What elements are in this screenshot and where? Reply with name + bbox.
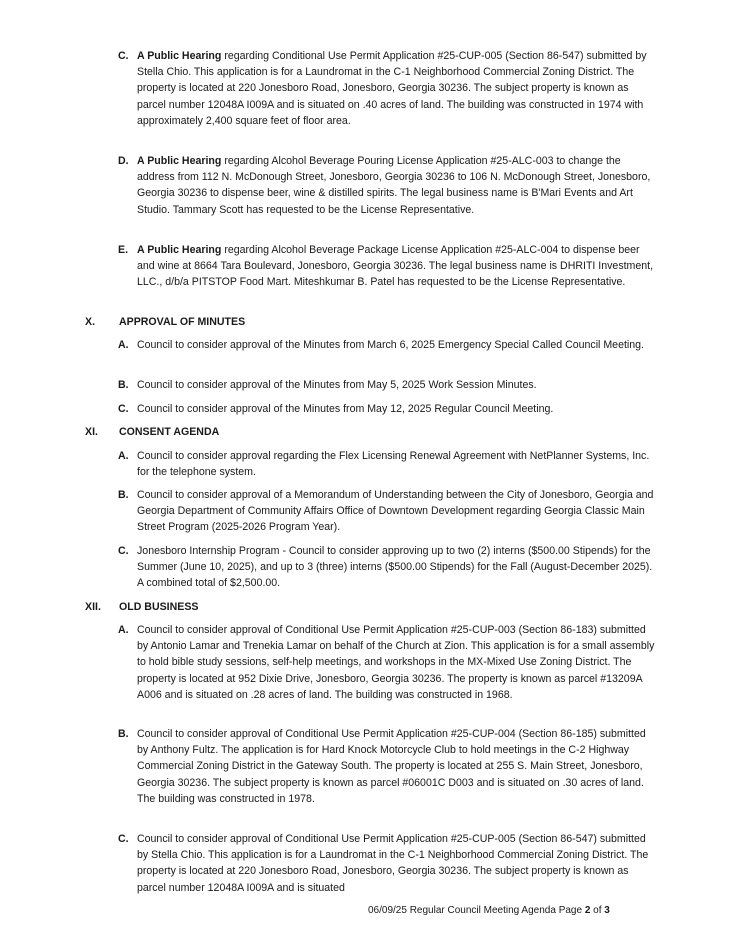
agenda-item-old-business-c (118, 831, 658, 896)
item-text: Council to consider approval of a Memorandum of Understanding between the City of Jonesboro, Georgia and Georgia Department of Community Affairs Office of Downtown Development regarding Georgia Classic Main Street Program (2025-2026 Program Year). (137, 489, 654, 534)
item-letter: A. (118, 339, 129, 351)
item-text: Council to consider approval of the Minutes from May 5, 2025 Work Session Minutes. (137, 379, 537, 391)
item-letter: B. (118, 379, 129, 391)
page-footer (368, 905, 610, 916)
agenda-item-consent-c (118, 543, 658, 592)
item-letter: D. (118, 155, 129, 167)
item-text: Council to consider approval of the Minutes from March 6, 2025 Emergency Special Called Council Meeting. (137, 339, 644, 351)
page-number: 2 (584, 905, 591, 916)
section-number: XII. (85, 601, 101, 613)
item-letter: C. (118, 833, 129, 845)
item-text: Jonesboro Internship Program - Council to consider approving up to two (2) interns ($500.00 Stipends) for the Summer (June 10, 2025), and up to 3 (three) interns ($500.00 Stipends) for the Fall (August-December 2025). A combined total of $2,500.00. (137, 545, 653, 590)
agenda-item-minutes-a (118, 337, 658, 353)
agenda-item-consent-b (118, 487, 658, 536)
footer-of: of (590, 905, 605, 916)
section-title: OLD BUSINESS (119, 601, 199, 613)
item-bold-lead: A Public Hearing (137, 155, 222, 167)
agenda-item-minutes-c (118, 401, 658, 417)
item-letter: E. (118, 244, 129, 256)
agenda-item-public-hearing-d (118, 153, 658, 218)
item-text: Council to consider approval of Conditional Use Permit Application #25-CUP-005 (Section 86-547) submitted by Stella Chio. This application is for a Laundromat in the C-1 Neighborhood Commercial Zoning District. The property is located at 220 Jonesboro Road, Jonesboro, Georgia 30236. The subject property is known as parcel number 12048A I009A and is situated (137, 833, 649, 894)
agenda-item-public-hearing-c (118, 48, 658, 129)
agenda-item-public-hearing-e (118, 242, 658, 291)
item-letter: B. (118, 489, 129, 501)
footer-label: 06/09/25 Regular Council Meeting Agenda Page (368, 905, 585, 916)
item-letter: A. (118, 450, 129, 462)
item-bold-lead: A Public Hearing (137, 244, 222, 256)
item-text: Council to consider approval of the Minutes from May 12, 2025 Regular Council Meeting. (137, 403, 554, 415)
item-bold-lead: A Public Hearing (137, 50, 222, 62)
item-text: regarding Conditional Use Permit Application #25-CUP-005 (Section 86-547) submitted by Stella Chio. This application is for a Laundromat in the C-1 Neighborhood Commercial Zoning District. The property is located at 220 Jonesboro Road, Jonesboro, Georgia 30236. The subject property is known as parcel number 12048A I009A and is situated on .40 acres of land. The building was constructed in 1974 with approximately 2,400 square feet of floor area. (137, 50, 647, 127)
item-text: regarding Alcohol Beverage Package License Application #25-ALC-004 to dispense beer and wine at 8664 Tara Boulevard, Jonesboro, Georgia 30236. The legal business name is DHRITI Investment, LLC., d/b/a PITSTOP Food Mart. Miteshkumar B. Patel has requested to be the License Representative. (137, 244, 654, 289)
section-number: X. (85, 316, 96, 328)
item-text: regarding Alcohol Beverage Pouring License Application #25-ALC-003 to change the address from 112 N. McDonough Street, Jonesboro, Georgia 30236 to 106 N. McDonough Street, Jonesboro, Georgia 30236 to dispense beer, wine & distilled spirits. The legal business name is B'Mari Events and Art Studio. Tammary Scott has requested to be the License Representative. (137, 155, 651, 216)
agenda-item-old-business-a (118, 622, 658, 703)
agenda-item-old-business-b (118, 726, 658, 807)
item-text: Council to consider approval regarding the Flex Licensing Renewal Agreement with NetPlanner Systems, Inc. for the telephone system. (137, 450, 650, 479)
item-letter: C. (118, 545, 129, 557)
section-title: CONSENT AGENDA (119, 426, 220, 438)
item-text: Council to consider approval of Conditional Use Permit Application #25-CUP-003 (Section 86-183) submitted by Antonio Lamar and Trenekia Lamar on behalf of the Church at Zion. This application is for a small assembly to hold bible study sessions, self-help meetings, and workshops in the MX-Mixed Use Zoning District. The property is located at 952 Dixie Drive, Jonesboro, Georgia 30236. The property is known as parcel #13209A A006 and is situated on .28 acres of land. The building was constructed in 1968. (137, 624, 655, 701)
item-letter: C. (118, 403, 129, 415)
item-letter: C. (118, 50, 129, 62)
item-letter: A. (118, 624, 129, 636)
agenda-item-consent-a (118, 448, 658, 480)
agenda-item-minutes-b (118, 377, 658, 393)
item-letter: B. (118, 728, 129, 740)
item-text: Council to consider approval of Conditional Use Permit Application #25-CUP-004 (Section 86-185) submitted by Anthony Fultz. The application is for Hard Knock Motorcycle Club to hold meetings in the C-2 Highway Commercial Zoning District in the Gateway South. The property is located at 255 S. Main Street, Jonesboro, Georgia 30236. The subject property is known as parcel #06001C D003 and is situated on .30 acres of land. The building was constructed in 1978. (137, 728, 646, 805)
section-number: XI. (85, 426, 98, 438)
section-title: APPROVAL OF MINUTES (119, 316, 246, 328)
page-total: 3 (604, 905, 610, 916)
